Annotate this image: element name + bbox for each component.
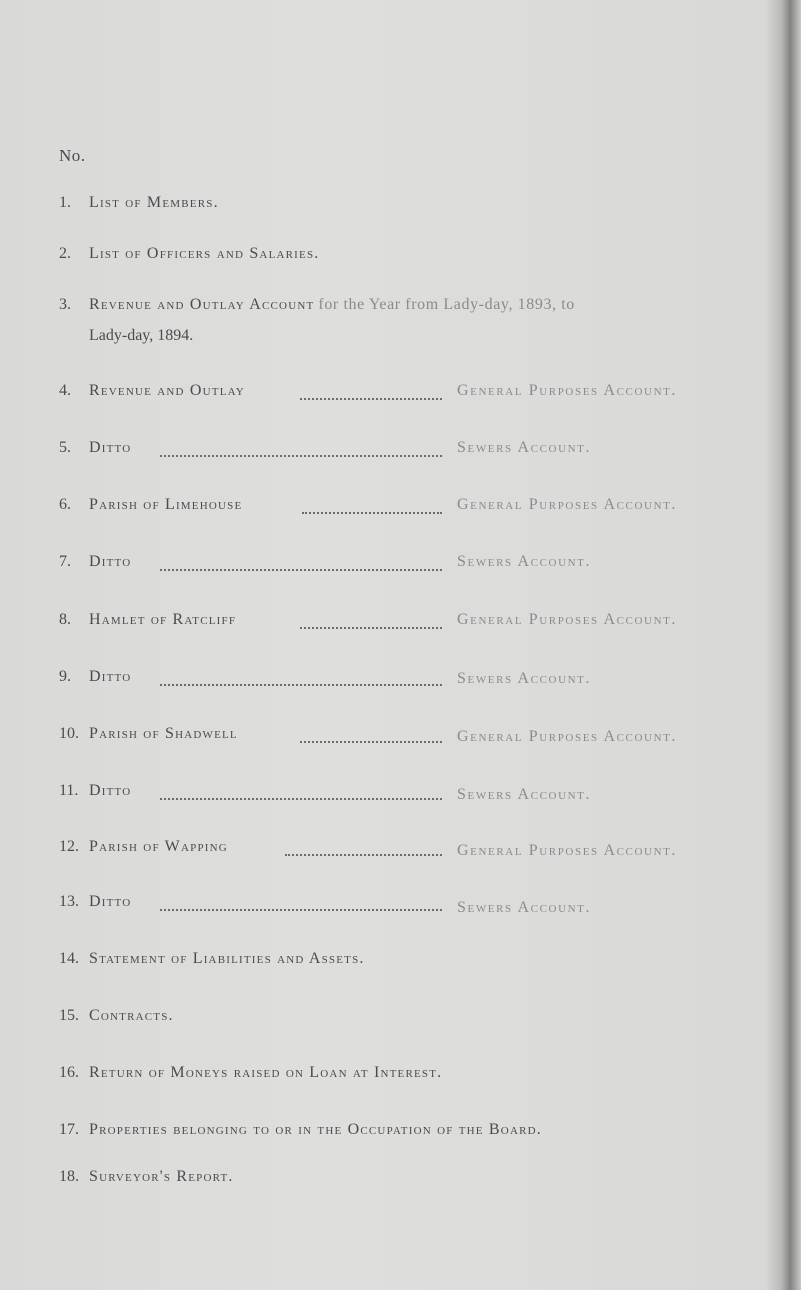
item-number: 6. — [59, 496, 71, 513]
list-item — [59, 496, 242, 514]
item-title: Revenue and Outlay Account — [89, 296, 315, 313]
item-number: 16. — [59, 1064, 79, 1081]
item-number: 11. — [59, 782, 79, 799]
account-label: General Purposes Account. — [457, 382, 678, 399]
account-label: Sewers Account. — [457, 553, 592, 570]
item-number: 1. — [59, 194, 71, 211]
list-item — [59, 1064, 442, 1082]
item-title: Ditto — [89, 553, 132, 570]
list-item — [59, 439, 131, 457]
list-item — [59, 382, 245, 400]
account-label: General Purposes Account. — [457, 728, 678, 745]
list-item — [59, 611, 236, 629]
dot-leader — [160, 559, 442, 571]
dot-leader — [160, 788, 442, 800]
account-label: Sewers Account. — [457, 786, 592, 803]
item-title: Parish of Limehouse — [89, 496, 243, 513]
list-item — [59, 1168, 234, 1186]
item-title: Ditto — [89, 439, 132, 456]
item-number: 12. — [59, 838, 79, 855]
item-title: Properties belonging to or in the Occupation of the Board. — [89, 1121, 542, 1138]
account-label: Sewers Account. — [457, 670, 592, 687]
item-number: 9. — [59, 668, 71, 685]
item-number: 7. — [59, 553, 71, 570]
account-label: General Purposes Account. — [457, 842, 678, 859]
item-title-continuation: for the Year from Lady-day, 1893, to — [318, 296, 575, 313]
dot-leader — [300, 617, 442, 629]
item-title: Revenue and Outlay — [89, 382, 245, 399]
list-item — [59, 1121, 542, 1139]
number-column-header: No. — [59, 146, 86, 165]
list-item — [59, 838, 228, 856]
dot-leader — [160, 445, 442, 457]
list-item — [59, 668, 131, 686]
item-number: 18. — [59, 1168, 79, 1185]
item-title: Parish of Shadwell — [89, 725, 238, 742]
item-title: Ditto — [89, 893, 132, 910]
item-title: List of Members. — [89, 194, 219, 211]
dot-leader — [285, 844, 442, 856]
dot-leader — [160, 674, 442, 686]
item-title: Statement of Liabilities and Assets. — [89, 950, 365, 967]
item-title: Parish of Wapping — [89, 838, 228, 855]
item-title: Return of Moneys raised on Loan at Interest. — [89, 1064, 443, 1081]
item-title: Contracts. — [89, 1007, 174, 1024]
list-item — [59, 245, 319, 263]
item-title-second-line: Lady-day, 1894. — [89, 327, 194, 344]
account-label: Sewers Account. — [457, 439, 592, 456]
item-number: 17. — [59, 1121, 79, 1138]
item-number: 8. — [59, 611, 71, 628]
item-title: Ditto — [89, 782, 132, 799]
dot-leader — [300, 731, 442, 743]
list-item — [59, 1007, 174, 1025]
item-title: Hamlet of Ratcliff — [89, 611, 237, 628]
dot-leader — [302, 502, 442, 514]
item-title: Ditto — [89, 668, 132, 685]
item-number: 13. — [59, 893, 79, 910]
item-number: 3. — [59, 296, 71, 313]
list-item — [59, 725, 238, 743]
item-number: 4. — [59, 382, 71, 399]
list-item — [59, 296, 575, 314]
item-number: 2. — [59, 245, 71, 262]
account-label: Sewers Account. — [457, 899, 592, 916]
list-item — [59, 553, 131, 571]
dot-leader — [160, 899, 442, 911]
account-label: General Purposes Account. — [457, 611, 678, 628]
item-number: 14. — [59, 950, 79, 967]
list-item — [59, 782, 131, 800]
page-binding-edge — [765, 0, 801, 1290]
list-item — [59, 893, 131, 911]
item-title: List of Officers and Salaries. — [89, 245, 320, 262]
list-item — [59, 950, 365, 968]
account-label: General Purposes Account. — [457, 496, 678, 513]
item-number: 10. — [59, 725, 79, 742]
item-number: 5. — [59, 439, 71, 456]
dot-leader — [300, 388, 442, 400]
item-number: 15. — [59, 1007, 79, 1024]
item-title: Surveyor's Report. — [89, 1168, 234, 1185]
list-item — [59, 194, 219, 212]
